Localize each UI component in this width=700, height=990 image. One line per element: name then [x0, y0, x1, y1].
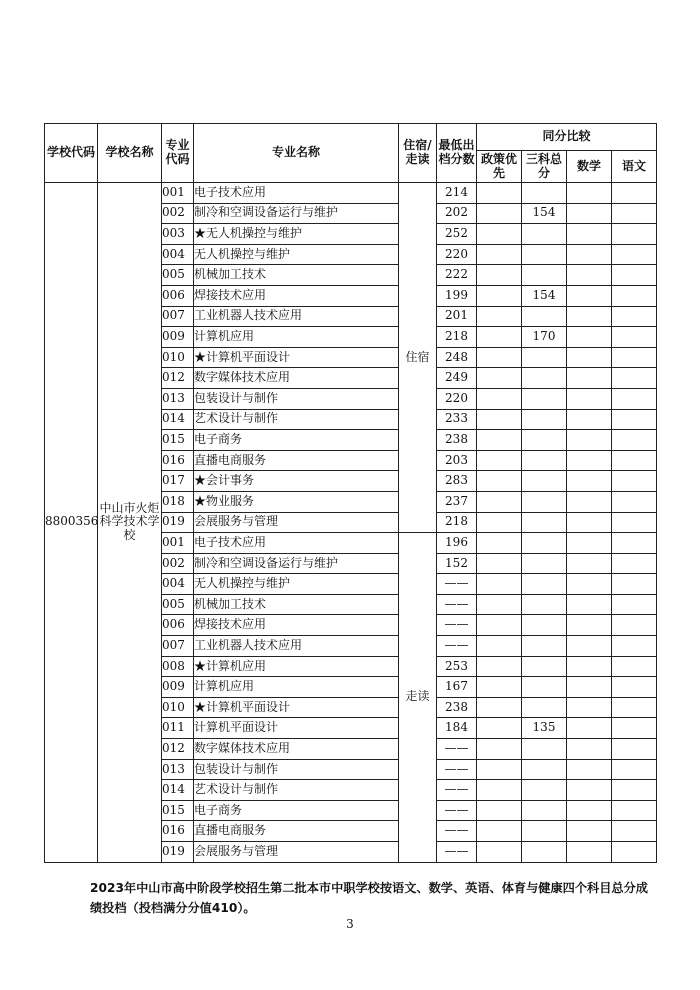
math-score: [567, 327, 612, 348]
major-code: 011: [162, 718, 194, 739]
policy-priority: [477, 306, 522, 327]
min-score: ——: [437, 759, 477, 780]
min-score: 184: [437, 718, 477, 739]
math-score: [567, 594, 612, 615]
chinese-score: [612, 533, 657, 554]
three-subject-total: 170: [522, 327, 567, 348]
three-subject-total: [522, 615, 567, 636]
policy-priority: [477, 533, 522, 554]
major-code: 005: [162, 265, 194, 286]
min-score: ——: [437, 842, 477, 863]
major-name: 会展服务与管理: [194, 842, 399, 863]
three-subject-total: 154: [522, 203, 567, 224]
residence-type: 走读: [399, 533, 437, 863]
three-subject-total: [522, 183, 567, 204]
header-residence: 住宿/走读: [399, 124, 437, 183]
major-name: ★无人机操控与维护: [194, 224, 399, 245]
major-code: 001: [162, 183, 194, 204]
header-policy: 政策优先: [477, 151, 522, 183]
policy-priority: [477, 759, 522, 780]
three-subject-total: [522, 553, 567, 574]
chinese-score: [612, 697, 657, 718]
chinese-score: [612, 203, 657, 224]
three-subject-total: [522, 739, 567, 760]
min-score: 202: [437, 203, 477, 224]
min-score: ——: [437, 821, 477, 842]
policy-priority: [477, 677, 522, 698]
major-code: 002: [162, 553, 194, 574]
policy-priority: [477, 471, 522, 492]
math-score: [567, 203, 612, 224]
math-score: [567, 512, 612, 533]
min-score: ——: [437, 615, 477, 636]
school-name: 中山市火炬科学技术学校: [98, 183, 162, 863]
min-score: 152: [437, 553, 477, 574]
major-name: 工业机器人技术应用: [194, 636, 399, 657]
major-name: 电子商务: [194, 430, 399, 451]
math-score: [567, 780, 612, 801]
header-math: 数学: [567, 151, 612, 183]
three-subject-total: [522, 244, 567, 265]
three-subject-total: [522, 409, 567, 430]
policy-priority: [477, 512, 522, 533]
min-score: 253: [437, 656, 477, 677]
min-score: ——: [437, 636, 477, 657]
major-code: 014: [162, 780, 194, 801]
major-name: 电子技术应用: [194, 183, 399, 204]
major-name: 艺术设计与制作: [194, 409, 399, 430]
residence-type: 住宿: [399, 183, 437, 533]
major-code: 007: [162, 636, 194, 657]
major-name: 计算机应用: [194, 327, 399, 348]
min-score: 233: [437, 409, 477, 430]
major-name: 电子技术应用: [194, 533, 399, 554]
major-code: 010: [162, 347, 194, 368]
min-score: 249: [437, 368, 477, 389]
chinese-score: [612, 821, 657, 842]
major-code: 017: [162, 471, 194, 492]
policy-priority: [477, 409, 522, 430]
three-subject-total: [522, 821, 567, 842]
major-name: 焊接技术应用: [194, 285, 399, 306]
policy-priority: [477, 285, 522, 306]
min-score: 237: [437, 491, 477, 512]
math-score: [567, 347, 612, 368]
math-score: [567, 533, 612, 554]
min-score: ——: [437, 594, 477, 615]
header-school-name: 学校名称: [98, 124, 162, 183]
math-score: [567, 718, 612, 739]
three-subject-total: [522, 224, 567, 245]
math-score: [567, 553, 612, 574]
chinese-score: [612, 780, 657, 801]
policy-priority: [477, 697, 522, 718]
policy-priority: [477, 368, 522, 389]
min-score: ——: [437, 800, 477, 821]
math-score: [567, 636, 612, 657]
major-name: 直播电商服务: [194, 450, 399, 471]
major-code: 005: [162, 594, 194, 615]
min-score: 238: [437, 697, 477, 718]
math-score: [567, 821, 612, 842]
major-code: 007: [162, 306, 194, 327]
chinese-score: [612, 512, 657, 533]
chinese-score: [612, 224, 657, 245]
school-code: 8800356: [45, 183, 98, 863]
math-score: [567, 677, 612, 698]
major-code: 009: [162, 327, 194, 348]
min-score: ——: [437, 574, 477, 595]
major-name: 艺术设计与制作: [194, 780, 399, 801]
major-name: 机械加工技术: [194, 594, 399, 615]
major-name: ★会计事务: [194, 471, 399, 492]
policy-priority: [477, 574, 522, 595]
three-subject-total: 135: [522, 718, 567, 739]
major-code: 016: [162, 450, 194, 471]
policy-priority: [477, 327, 522, 348]
policy-priority: [477, 430, 522, 451]
three-subject-total: [522, 759, 567, 780]
policy-priority: [477, 347, 522, 368]
math-score: [567, 615, 612, 636]
math-score: [567, 265, 612, 286]
major-name: 机械加工技术: [194, 265, 399, 286]
three-subject-total: [522, 450, 567, 471]
major-code: 018: [162, 491, 194, 512]
header-chinese: 语文: [612, 151, 657, 183]
three-subject-total: [522, 265, 567, 286]
policy-priority: [477, 739, 522, 760]
chinese-score: [612, 306, 657, 327]
three-subject-total: [522, 677, 567, 698]
chinese-score: [612, 739, 657, 760]
three-subject-total: [522, 533, 567, 554]
math-score: [567, 224, 612, 245]
math-score: [567, 183, 612, 204]
chinese-score: [612, 409, 657, 430]
min-score: 218: [437, 327, 477, 348]
math-score: [567, 368, 612, 389]
major-name: 会展服务与管理: [194, 512, 399, 533]
min-score: 167: [437, 677, 477, 698]
major-code: 004: [162, 574, 194, 595]
chinese-score: [612, 491, 657, 512]
math-score: [567, 388, 612, 409]
policy-priority: [477, 842, 522, 863]
math-score: [567, 450, 612, 471]
major-name: 包装设计与制作: [194, 759, 399, 780]
chinese-score: [612, 677, 657, 698]
min-score: 248: [437, 347, 477, 368]
major-code: 013: [162, 388, 194, 409]
major-name: 制冷和空调设备运行与维护: [194, 203, 399, 224]
math-score: [567, 491, 612, 512]
policy-priority: [477, 821, 522, 842]
major-code: 016: [162, 821, 194, 842]
table-body: [45, 183, 657, 863]
three-subject-total: [522, 491, 567, 512]
min-score: ——: [437, 739, 477, 760]
three-subject-total: [522, 471, 567, 492]
min-score: 199: [437, 285, 477, 306]
chinese-score: [612, 430, 657, 451]
math-score: [567, 574, 612, 595]
policy-priority: [477, 780, 522, 801]
major-name: 数字媒体技术应用: [194, 739, 399, 760]
policy-priority: [477, 265, 522, 286]
math-score: [567, 759, 612, 780]
chinese-score: [612, 388, 657, 409]
major-name: 计算机应用: [194, 677, 399, 698]
chinese-score: [612, 615, 657, 636]
min-score: 252: [437, 224, 477, 245]
major-name: ★计算机应用: [194, 656, 399, 677]
major-name: 无人机操控与维护: [194, 244, 399, 265]
header-major-name: 专业名称: [194, 124, 399, 183]
math-score: [567, 306, 612, 327]
major-code: 003: [162, 224, 194, 245]
policy-priority: [477, 203, 522, 224]
policy-priority: [477, 615, 522, 636]
math-score: [567, 244, 612, 265]
major-code: 015: [162, 430, 194, 451]
math-score: [567, 739, 612, 760]
policy-priority: [477, 656, 522, 677]
chinese-score: [612, 183, 657, 204]
min-score: 220: [437, 388, 477, 409]
policy-priority: [477, 718, 522, 739]
chinese-score: [612, 347, 657, 368]
header-min-score: 最低出档分数: [437, 124, 477, 183]
three-subject-total: 154: [522, 285, 567, 306]
chinese-score: [612, 594, 657, 615]
min-score: 283: [437, 471, 477, 492]
math-score: [567, 800, 612, 821]
header-compare: 同分比较: [477, 124, 657, 151]
policy-priority: [477, 553, 522, 574]
policy-priority: [477, 636, 522, 657]
math-score: [567, 656, 612, 677]
table-row: [45, 183, 657, 204]
major-name: ★物业服务: [194, 491, 399, 512]
three-subject-total: [522, 656, 567, 677]
major-name: 数字媒体技术应用: [194, 368, 399, 389]
math-score: [567, 471, 612, 492]
chinese-score: [612, 842, 657, 863]
footnote: 2023年中山市高中阶段学校招生第二批本市中职学校按语文、数学、英语、体育与健康四个科目总分成绩投档（投档满分分值410）。: [90, 881, 648, 915]
chinese-score: [612, 759, 657, 780]
major-name: 焊接技术应用: [194, 615, 399, 636]
major-name: ★计算机平面设计: [194, 347, 399, 368]
major-code: 014: [162, 409, 194, 430]
header-three-total: 三科总分: [522, 151, 567, 183]
major-code: 002: [162, 203, 194, 224]
three-subject-total: [522, 306, 567, 327]
major-name: 工业机器人技术应用: [194, 306, 399, 327]
chinese-score: [612, 800, 657, 821]
page-number: 3: [346, 917, 354, 931]
major-code: 004: [162, 244, 194, 265]
header-school-code: 学校代码: [45, 124, 98, 183]
policy-priority: [477, 183, 522, 204]
policy-priority: [477, 244, 522, 265]
major-name: 无人机操控与维护: [194, 574, 399, 595]
policy-priority: [477, 224, 522, 245]
min-score: 196: [437, 533, 477, 554]
chinese-score: [612, 368, 657, 389]
policy-priority: [477, 388, 522, 409]
three-subject-total: [522, 512, 567, 533]
three-subject-total: [522, 636, 567, 657]
major-name: ★计算机平面设计: [194, 697, 399, 718]
major-code: 006: [162, 615, 194, 636]
three-subject-total: [522, 800, 567, 821]
chinese-score: [612, 327, 657, 348]
major-code: 012: [162, 739, 194, 760]
major-code: 012: [162, 368, 194, 389]
min-score: 214: [437, 183, 477, 204]
chinese-score: [612, 285, 657, 306]
major-code: 006: [162, 285, 194, 306]
three-subject-total: [522, 594, 567, 615]
policy-priority: [477, 491, 522, 512]
chinese-score: [612, 656, 657, 677]
three-subject-total: [522, 347, 567, 368]
math-score: [567, 409, 612, 430]
major-code: 008: [162, 656, 194, 677]
min-score: 220: [437, 244, 477, 265]
chinese-score: [612, 450, 657, 471]
major-name: 计算机平面设计: [194, 718, 399, 739]
major-code: 019: [162, 512, 194, 533]
three-subject-total: [522, 842, 567, 863]
three-subject-total: [522, 388, 567, 409]
major-code: 015: [162, 800, 194, 821]
min-score: 238: [437, 430, 477, 451]
three-subject-total: [522, 574, 567, 595]
major-name: 电子商务: [194, 800, 399, 821]
chinese-score: [612, 553, 657, 574]
min-score: 201: [437, 306, 477, 327]
chinese-score: [612, 265, 657, 286]
major-code: 010: [162, 697, 194, 718]
math-score: [567, 697, 612, 718]
admission-score-table: [44, 123, 657, 863]
chinese-score: [612, 636, 657, 657]
policy-priority: [477, 800, 522, 821]
chinese-score: [612, 244, 657, 265]
chinese-score: [612, 471, 657, 492]
math-score: [567, 430, 612, 451]
min-score: 218: [437, 512, 477, 533]
three-subject-total: [522, 697, 567, 718]
major-code: 001: [162, 533, 194, 554]
three-subject-total: [522, 368, 567, 389]
major-code: 013: [162, 759, 194, 780]
major-name: 直播电商服务: [194, 821, 399, 842]
major-code: 019: [162, 842, 194, 863]
major-name: 包装设计与制作: [194, 388, 399, 409]
three-subject-total: [522, 780, 567, 801]
min-score: ——: [437, 780, 477, 801]
min-score: 222: [437, 265, 477, 286]
major-code: 009: [162, 677, 194, 698]
chinese-score: [612, 718, 657, 739]
three-subject-total: [522, 430, 567, 451]
policy-priority: [477, 450, 522, 471]
header-major-code: 专业代码: [162, 124, 194, 183]
min-score: 203: [437, 450, 477, 471]
major-name: 制冷和空调设备运行与维护: [194, 553, 399, 574]
chinese-score: [612, 574, 657, 595]
math-score: [567, 842, 612, 863]
math-score: [567, 285, 612, 306]
policy-priority: [477, 594, 522, 615]
